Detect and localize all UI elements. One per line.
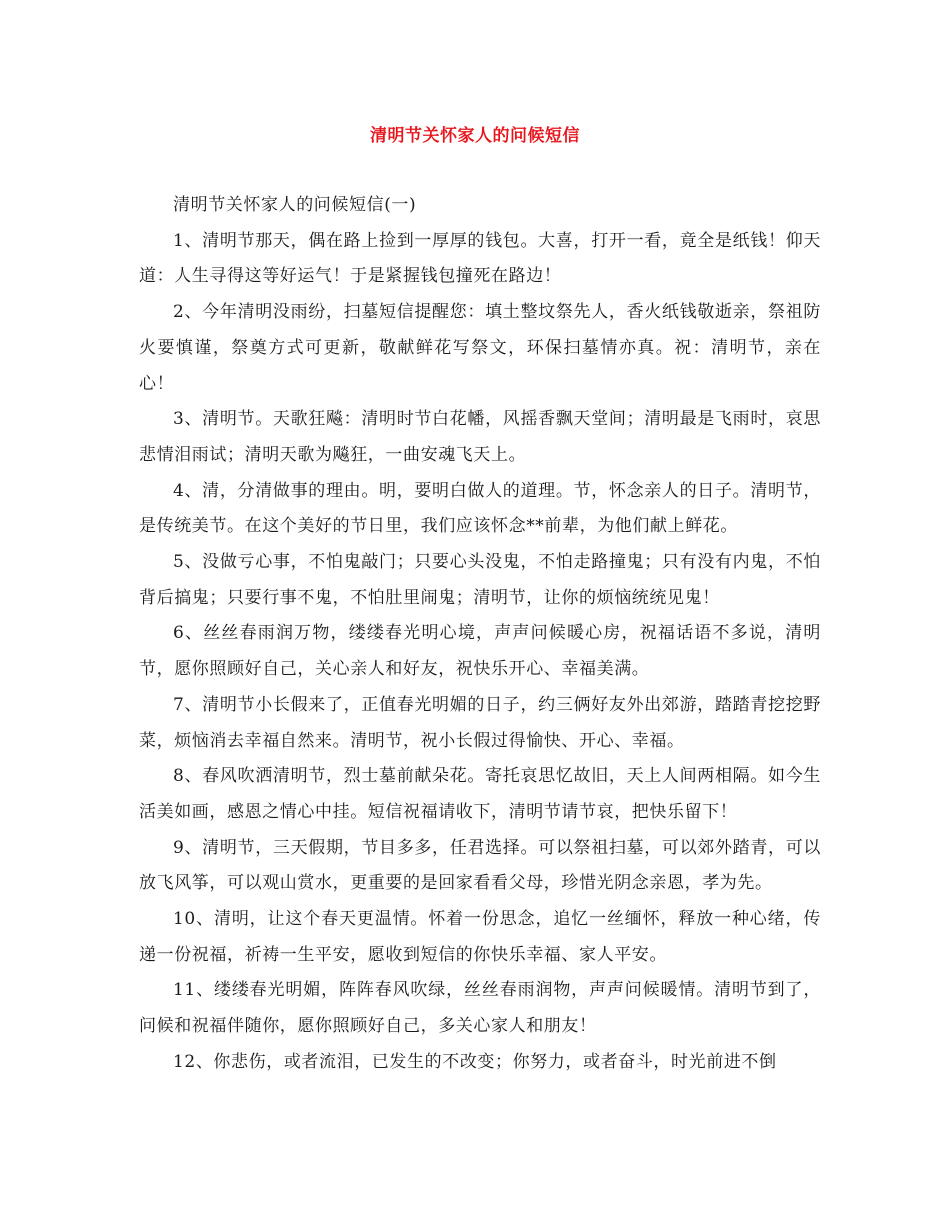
section-heading: 清明节关怀家人的问候短信(一) [173, 195, 417, 215]
document-title: 清明节关怀家人的问候短信 [370, 126, 580, 146]
paragraph-9: 9、清明节，三天假期，节目多多，任君选择。可以祭祖扫墓，可以郊外踏青，可以放飞风筝，可以观山赏水，更重要的是回家看看父母，珍惜光阴念亲恩，孝为先。 [139, 837, 821, 894]
paragraph-10: 10、清明，让这个春天更温情。怀着一份思念，追忆一丝缅怀，释放一种心绪，传递一份祝福，祈祷一生平安，愿收到短信的你快乐幸福、家人平安。 [139, 909, 821, 965]
paragraph-12: 12、你悲伤，或者流泪，已发生的不改变；你努力，或者奋斗，时光前进不倒 [173, 1051, 777, 1072]
paragraph-1: 1、清明节那天，偶在路上捡到一厚厚的钱包。大喜，打开一看，竟全是纸钱！仰天道：人生寻得这等好运气！于是紧握钱包撞死在路边！ [139, 230, 821, 287]
paragraph-3: 3、清明节。天歌狂飚：清明时节白花幡，风摇香飘天堂间；清明最是飞雨时，哀思悲情泪雨试；清明天歌为飚狂，一曲安魂飞天上。 [139, 409, 821, 465]
paragraph-7: 7、清明节小长假来了，正值春光明媚的日子，约三俩好友外出郊游，踏踏青挖挖野菜，烦恼消去幸福自然来。清明节，祝小长假过得愉快、开心、幸福。 [139, 694, 821, 751]
paragraph-4: 4、清，分清做事的理由。明，要明白做人的道理。节，怀念亲人的日子。清明节，是传统美节。在这个美好的节日里，我们应该怀念**前辈，为他们献上鲜花。 [139, 480, 821, 537]
document-body [139, 188, 821, 1081]
paragraph-11: 11、缕缕春光明媚，阵阵春风吹绿，丝丝春雨润物，声声问候暖情。清明节到了，问候和祝福伴随你，愿你照顾好自己，多关心家人和朋友！ [139, 980, 821, 1037]
paragraph-8: 8、春风吹洒清明节，烈士墓前献朵花。寄托哀思忆故旧，天上人间两相隔。如今生活美如画，感恩之情心中挂。短信祝福请收下，清明节请节哀，把快乐留下！ [139, 766, 821, 822]
paragraph-5: 5、没做亏心事，不怕鬼敲门；只要心头没鬼，不怕走路撞鬼；只有没有内鬼，不怕背后搞鬼；只要行事不鬼，不怕肚里闹鬼；清明节，让你的烦恼统统见鬼！ [139, 552, 821, 608]
paragraph-2: 2、今年清明没雨纷，扫墓短信提醒您：填土整坟祭先人，香火纸钱敬逝亲，祭祖防火要慎谨，祭奠方式可更新，敬献鲜花写祭文，环保扫墓情亦真。祝：清明节，亲在心！ [139, 302, 821, 394]
paragraph-6: 6、丝丝春雨润万物，缕缕春光明心境，声声问候暖心房，祝福话语不多说，清明节，愿你照顾好自己，关心亲人和好友，祝快乐开心、幸福美满。 [139, 623, 821, 680]
